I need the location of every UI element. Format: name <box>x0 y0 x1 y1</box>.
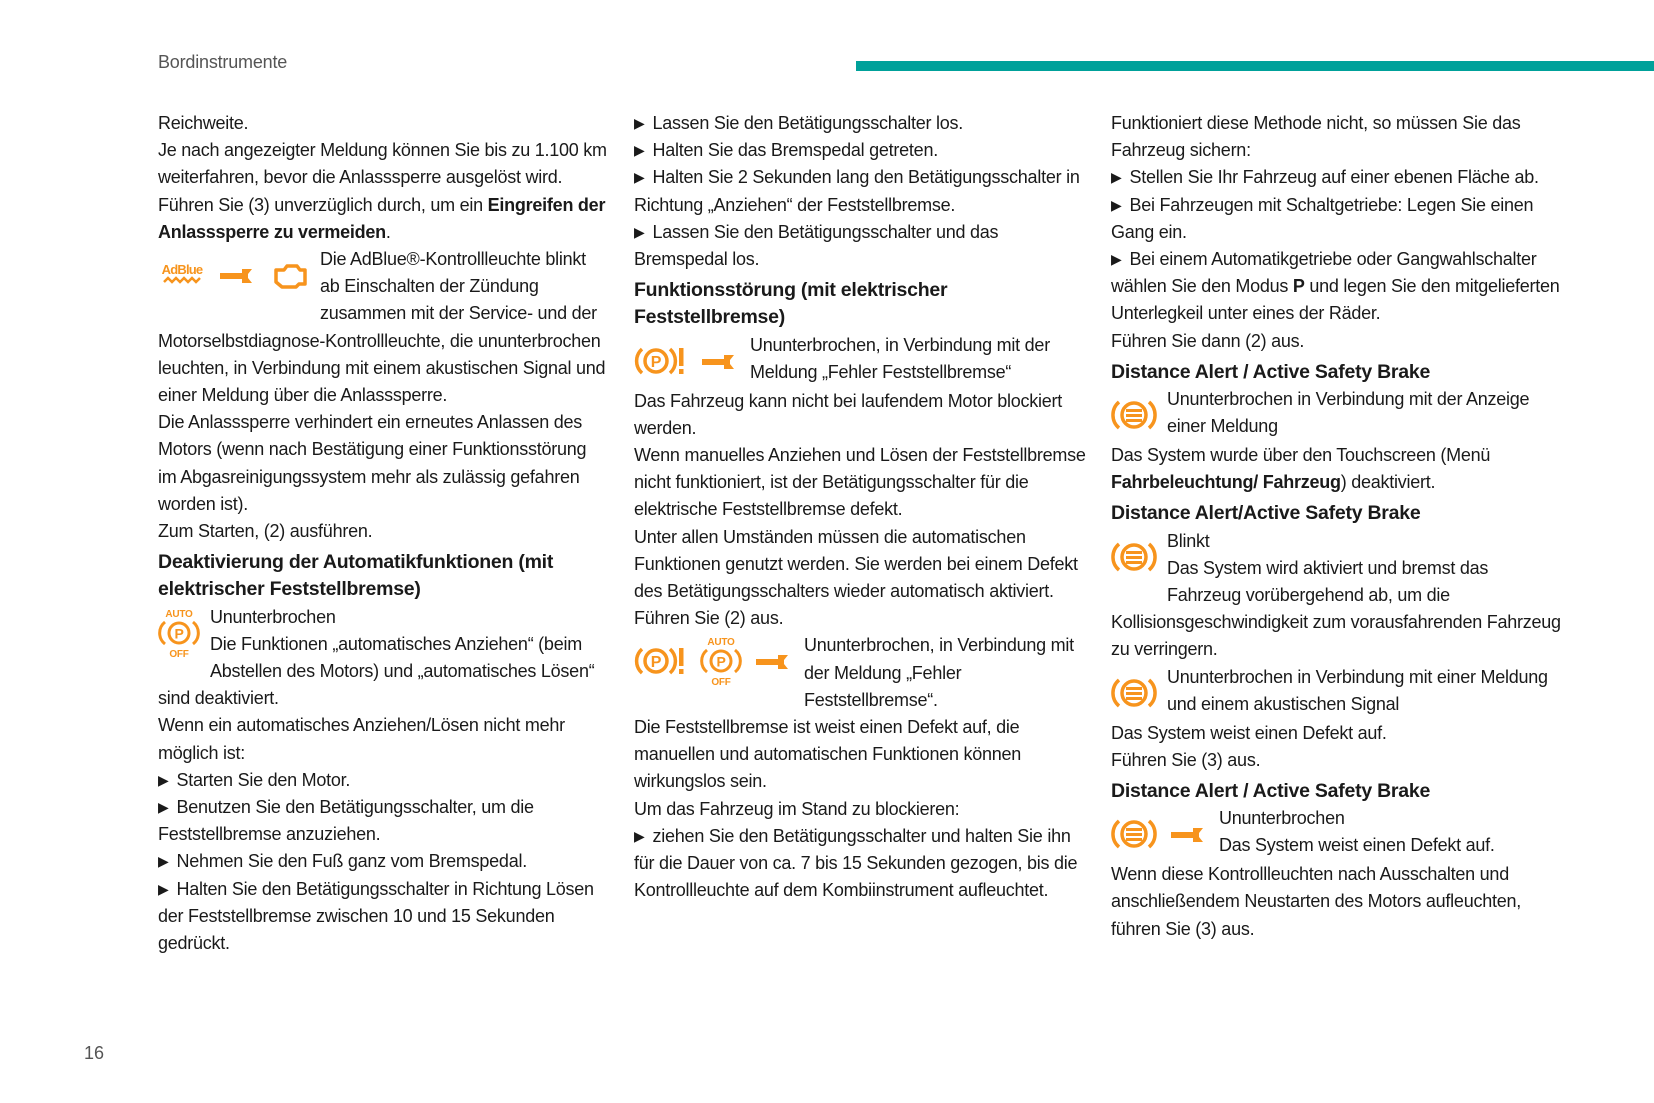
page-number: 16 <box>84 1043 105 1063</box>
text-run: Reichweite. <box>158 113 249 133</box>
warning-light-icons <box>1111 664 1157 720</box>
text-run: Halten Sie 2 Sekunden lang den Betätigungsschalter in Richtung „Anziehen“ der Feststellbremse. <box>634 167 1080 215</box>
section-heading <box>1111 500 1566 527</box>
text-run: Führen Sie (2) aus. <box>634 608 784 629</box>
warning-light-entry <box>158 604 608 713</box>
distance-alert-icon <box>1111 674 1157 712</box>
park-brake-fault-icon <box>634 644 688 678</box>
text-run: Lassen Sie den Betätigungsschalter los. <box>652 113 963 133</box>
engine-icon <box>270 260 310 290</box>
section-heading <box>1111 359 1566 386</box>
text-run: ziehen Sie den Betätigungsschalter und halten Sie ihn für die Dauer von ca. 7 bis 15 Sekunden gezogen, bis die Kontrollleuchte auf dem Kombiinstrument aufleuchtet. <box>634 825 1078 901</box>
text-run: Das System wird aktiviert und bremst das Fahrzeug vorübergehend ab, um die Kollisionsgeschwindigkeit zum vorausfahrenden Fahrzeug zu verringern. <box>1111 557 1561 660</box>
text-run: Das System weist einen Defekt auf. <box>1219 835 1495 856</box>
warning-light-entry <box>634 332 1086 388</box>
text-run: Funktionsstörung (mit elektrischer Feststellbremse) <box>634 279 948 329</box>
wrench-icon <box>1169 822 1209 846</box>
bullet-arrow-icon: ▶ <box>1111 196 1122 213</box>
text-run: Ununterbrochen in Verbindung mit der Anzeige einer Meldung <box>1167 389 1530 437</box>
text-run: Die Funktionen „automatisches Anziehen“ (beim Abstellen des Motors) und „automatisches Lösen“ sind deaktiviert. <box>158 633 595 709</box>
entry-text-line <box>1111 664 1566 718</box>
text-run: Zum Starten, (2) ausführen. <box>158 521 373 542</box>
warning-light-icons <box>1111 805 1209 861</box>
paragraph <box>158 137 608 191</box>
bullet-item <box>158 794 608 848</box>
warning-light-entry <box>634 632 1086 714</box>
bullet-item <box>634 219 1086 273</box>
text-run: Bei Fahrzeugen mit Schaltgetriebe: Legen Sie einen Gang ein. <box>1111 194 1534 242</box>
text-run: Um das Fahrzeug im Stand zu blockieren: <box>634 798 960 819</box>
column-left <box>158 110 608 957</box>
text-run: Lassen Sie den Betätigungsschalter und das Bremspedal los. <box>634 221 999 270</box>
entry-text-line <box>1111 528 1566 555</box>
text-run: Führen Sie (3) aus. <box>1111 749 1261 770</box>
paragraph <box>1111 442 1566 496</box>
svg-text:P: P <box>650 654 662 672</box>
svg-text:AUTO: AUTO <box>165 608 193 620</box>
auto-p-off-icon <box>158 608 200 658</box>
warning-light-entry <box>1111 528 1566 664</box>
bullet-item <box>634 164 1086 218</box>
text-run: . <box>385 221 391 242</box>
paragraph <box>158 110 608 137</box>
warning-light-entry <box>1111 805 1566 861</box>
warning-light-icons <box>634 632 794 688</box>
paragraph <box>1111 861 1566 943</box>
text-run: Ununterbrochen in Verbindung mit einer Meldung und einem akustischen Signal <box>1167 666 1548 714</box>
section-heading <box>634 277 1086 331</box>
paragraph <box>158 518 608 545</box>
warning-light-icons <box>634 332 740 388</box>
wrench-icon <box>218 263 258 287</box>
text-run: Stellen Sie Ihr Fahrzeug auf einer ebenen Fläche ab. <box>1129 167 1539 188</box>
paragraph <box>634 388 1086 442</box>
text-run: Das System wurde über den Touchscreen (Menü <box>1111 445 1491 466</box>
section-heading <box>158 549 608 603</box>
text-run: Das Fahrzeug kann nicht bei laufendem Motor blockiert werden. <box>634 390 1062 438</box>
section-accent-bar <box>856 61 1654 71</box>
text-run: Funktioniert diese Methode nicht, so müssen Sie das Fahrzeug sichern: <box>1111 113 1521 161</box>
section-title: Bordinstrumente <box>158 52 288 72</box>
svg-text:AdBlue: AdBlue <box>161 262 203 278</box>
paragraph <box>158 409 608 518</box>
text-run: Distance Alert / Active Safety Brake <box>1111 780 1431 803</box>
entry-text-line <box>158 604 608 631</box>
paragraph <box>634 442 1086 524</box>
bullet-item <box>634 110 1086 137</box>
bullet-arrow-icon: ▶ <box>634 827 645 844</box>
paragraph <box>158 192 608 246</box>
text-run: Deaktivierung der Automatikfunktionen (mit elektrischer Feststellbremse) <box>158 551 554 601</box>
bullet-item <box>158 767 608 794</box>
entry-text-line <box>158 631 608 713</box>
text-run: Wenn ein automatisches Anziehen/Lösen nicht mehr möglich ist: <box>158 715 565 763</box>
paragraph <box>634 714 1086 796</box>
text-run: Unter allen Umständen müssen die automatischen Funktionen genutzt werden. Sie werden bei einem Defekt des Betätigungsschalters wieder automatisch aktiviert. <box>634 526 1078 602</box>
bold-text: Fahrbeleuchtung/ Fahrzeug <box>1111 472 1341 493</box>
wrench-icon <box>754 649 794 673</box>
text-run: Die Feststellbremse ist weist einen Defekt auf, die manuellen und automatischen Funktionen können wirkungslos sein. <box>634 717 1022 792</box>
paragraph <box>1111 720 1566 747</box>
text-run: Starten Sie den Motor. <box>176 769 351 790</box>
bullet-item <box>634 137 1086 164</box>
text-run: Wenn diese Kontrollleuchten nach Ausschalten und anschließendem Neustarten des Motors aufleuchten, führen Sie (3) aus. <box>1111 864 1521 939</box>
text-run: Wenn manuelles Anziehen und Lösen der Feststellbremse nicht funktioniert, ist der Betätigungsschalter für die elektrische Feststellbremse defekt. <box>634 445 1086 520</box>
distance-alert-icon <box>1111 396 1157 434</box>
text-run: Führen Sie (3) unverzüglich durch, um ein <box>158 194 488 215</box>
paragraph <box>634 796 1086 823</box>
bullet-arrow-icon: ▶ <box>158 799 169 816</box>
entry-text-line <box>1111 555 1566 664</box>
text-run: Das System weist einen Defekt auf. <box>1111 722 1387 743</box>
bullet-arrow-icon: ▶ <box>634 223 645 240</box>
paragraph <box>634 524 1086 606</box>
text-run: Je nach angezeigter Meldung können Sie bis zu 1.100 km weiterfahren, bevor die Anlasssperre ausgelöst wird. <box>158 140 607 188</box>
bullet-arrow-icon: ▶ <box>1111 169 1122 186</box>
entry-text-line <box>1111 386 1566 440</box>
bullet-arrow-icon: ▶ <box>158 853 169 870</box>
warning-light-icons <box>1111 386 1157 442</box>
bullet-item <box>634 823 1086 905</box>
text-run: Halten Sie das Bremspedal getreten. <box>652 140 938 161</box>
wrench-icon <box>700 349 740 373</box>
park-brake-fault-icon <box>634 344 688 378</box>
svg-text:OFF: OFF <box>711 677 731 687</box>
text-run: Die Anlasssperre verhindert ein erneutes Anlassen des Motors (wenn nach Bestätigung einer Funktionsstörung im Abgasreinigungssystem mehr als zulässig gefahren worden ist). <box>158 412 587 514</box>
svg-text:AUTO: AUTO <box>707 637 735 649</box>
distance-alert-icon <box>1111 815 1157 853</box>
text-run: Führen Sie dann (2) aus. <box>1111 330 1305 351</box>
text-run: Ununterbrochen, in Verbindung mit der Meldung „Fehler Feststellbremse“. <box>804 635 1074 710</box>
text-run: Nehmen Sie den Fuß ganz vom Bremspedal. <box>176 851 527 872</box>
text-run: Blinkt <box>1167 530 1210 551</box>
adblue-icon <box>158 260 206 290</box>
text-run: Ununterbrochen <box>1219 808 1345 829</box>
warning-light-entry <box>1111 386 1566 442</box>
svg-text:P: P <box>650 353 662 371</box>
bullet-arrow-icon: ▶ <box>158 771 169 788</box>
bullet-arrow-icon: ▶ <box>634 142 645 159</box>
paragraph <box>158 712 608 766</box>
bullet-item <box>1111 192 1566 246</box>
text-run: Ununterbrochen, in Verbindung mit der Meldung „Fehler Feststellbremse“ <box>750 334 1050 382</box>
text-run: ) deaktiviert. <box>1340 472 1436 493</box>
text-run: Benutzen Sie den Betätigungsschalter, um die Feststellbremse anzuziehen. <box>158 797 534 845</box>
distance-alert-icon <box>1111 538 1157 576</box>
warning-light-entry <box>158 246 608 409</box>
warning-light-icons <box>158 604 200 660</box>
auto-p-off-icon <box>700 636 742 686</box>
bold-text: Eingreifen der Anlasssperre zu vermeiden <box>158 194 606 242</box>
bullet-item <box>158 848 608 875</box>
text-run: Ununterbrochen <box>210 606 336 627</box>
bullet-item <box>1111 246 1566 328</box>
bullet-arrow-icon: ▶ <box>158 880 169 897</box>
paragraph <box>1111 747 1566 774</box>
column-middle <box>634 110 1086 904</box>
paragraph <box>1111 328 1566 355</box>
bullet-item <box>1111 164 1566 191</box>
warning-light-icons <box>158 246 310 302</box>
text-run: Distance Alert / Active Safety Brake <box>1111 360 1431 383</box>
text-run: Halten Sie den Betätigungsschalter in Richtung Lösen der Feststellbremse zwischen 10 und 15 Sekunden gedrückt. <box>158 878 594 954</box>
text-run: und legen Sie den mitgelieferten Unterlegkeil unter eines der Räder. <box>1111 276 1560 324</box>
text-run: Bei einem Automatikgetriebe oder Gangwahlschalter wählen Sie den Modus <box>1111 249 1537 297</box>
warning-light-entry <box>1111 664 1566 720</box>
warning-light-icons <box>1111 528 1157 584</box>
paragraph <box>1111 110 1566 164</box>
section-heading <box>1111 778 1566 805</box>
bullet-arrow-icon: ▶ <box>634 169 645 186</box>
text-run: Die AdBlue®-Kontrollleuchte blinkt ab Einschalten der Zündung zusammen mit der Service- und der Motorselbstdiagnose-Kontrollleuchte, die ununterbrochen leuchten, in Verbindung mit einem akustischen Signal und einer Meldung über die Anlasssperre. <box>158 249 606 406</box>
text-run: Distance Alert/Active Safety Brake <box>1111 502 1421 525</box>
svg-text:P: P <box>174 625 184 642</box>
svg-text:P: P <box>716 653 726 670</box>
bold-text: P <box>1292 276 1305 297</box>
bullet-arrow-icon: ▶ <box>1111 251 1122 268</box>
column-right <box>1111 110 1566 943</box>
paragraph <box>634 605 1086 632</box>
svg-text:OFF: OFF <box>169 648 189 658</box>
bullet-arrow-icon: ▶ <box>634 115 645 131</box>
bullet-item <box>158 876 608 958</box>
